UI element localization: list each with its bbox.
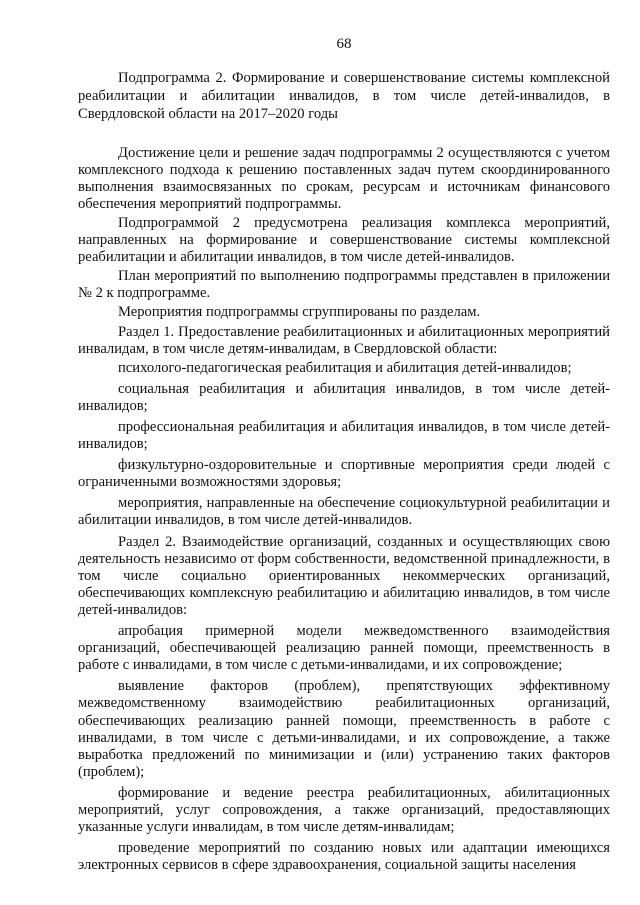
- section-1-item-5: мероприятия, направленные на обеспечение социокультурной реабилитации и абилитации инвалидов, в том числе детей-инвалидов.: [78, 495, 610, 529]
- section-1-intro: Раздел 1. Предоставление реабилитационных и абилитационных мероприятий инвалидам, в том числе детям-инвалидам, в Свердловской области:: [78, 323, 610, 357]
- paragraph-4: Мероприятия подпрограммы сгруппированы по разделам.: [118, 304, 481, 321]
- page-number: 68: [336, 36, 352, 52]
- section-2-item-4: проведение мероприятий по созданию новых или адаптации имеющихся электронных сервисов в сфере здравоохранения, социальной защиты населения: [78, 840, 610, 874]
- section-2-item-2: выявление факторов (проблем), препятствующих эффективному межведомственному взаимодействию реабилитационных организаций, обеспечивающих реализацию ранней помощи, преемственность в работе с инвалидами, в том числе с детьми-инвалидами, и их сопровождение, а также выработка предложений по минимизации и (или) устранению таких факторов (проблем);: [78, 678, 610, 780]
- subprogram-heading: Подпрограмма 2. Формирование и совершенствование системы комплексной реабилитации и абилитации инвалидов, в том числе детей-инвалидов, в Свердловской области на 2017–2020 годы: [78, 70, 610, 123]
- section-2-intro: Раздел 2. Взаимодействие организаций, созданных и осуществляющих свою деятельность независимо от форм собственности, ведомственной принадлежности, в том числе социально ориентированных некоммерческих организаций, обеспечивающих комплексную реабилитацию и абилитацию инвалидов, в том числе детей-инвалидов:: [78, 533, 610, 618]
- paragraph-2: Подпрограммой 2 предусмотрена реализация комплекса мероприятий, направленных на формирование и совершенствование системы комплексной реабилитации и абилитации инвалидов, в том числе детей-инвалидов.: [78, 214, 610, 266]
- section-1-item-3: профессиональная реабилитация и абилитация инвалидов, в том числе детей-инвалидов;: [78, 419, 610, 453]
- paragraph-1: Достижение цели и решение задач подпрограммы 2 осуществляются с учетом комплексного подхода к решению поставленных задач путем скоординированного выполнения взаимосвязанных по срокам, ресурсам и источникам финансового обеспечения мероприятий подпрограммы.: [78, 144, 610, 212]
- section-1-item-1: психолого-педагогическая реабилитация и абилитация детей-инвалидов;: [118, 359, 572, 376]
- section-1-item-4: физкультурно-оздоровительные и спортивные мероприятия среди людей с ограниченными возможностями здоровья;: [78, 457, 610, 491]
- section-2-item-3: формирование и ведение реестра реабилитационных, абилитационных мероприятий, услуг сопровождения, а также организаций, предоставляющих указанные услуги инвалидам, в том числе детям-инвалидам;: [78, 784, 610, 836]
- section-1-item-2: социальная реабилитация и абилитация инвалидов, в том числе детей-инвалидов;: [78, 380, 610, 414]
- paragraph-3: План мероприятий по выполнению подпрограммы представлен в приложении № 2 к подпрограмме.: [78, 268, 610, 302]
- section-2-item-1: апробация примерной модели межведомственного взаимодействия организаций, обеспечивающей реализацию ранней помощи, преемственность в работе с инвалидами, в том числе с детьми-инвалидами, и их сопровождение;: [78, 623, 610, 674]
